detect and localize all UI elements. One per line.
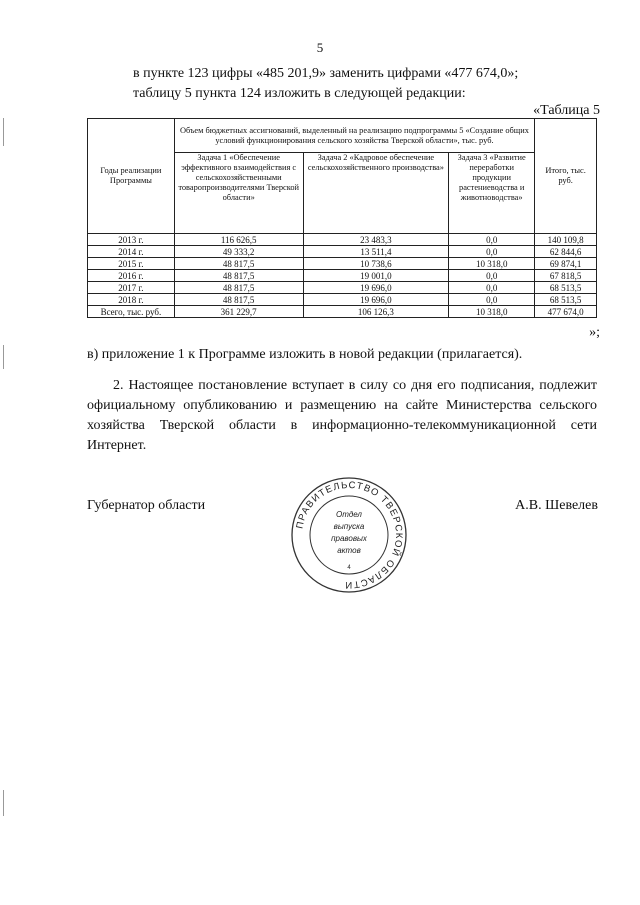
stamp-line-2: выпуска <box>333 522 365 531</box>
intro-line-1: в пункте 123 цифры «485 201,9» заменить цифрами «477 674,0»; <box>133 66 519 81</box>
cell-task-2: 13 511,4 <box>303 246 449 258</box>
header-total: Итого, тыс. руб. <box>535 119 597 234</box>
cell-task-2: 19 696,0 <box>303 282 449 294</box>
cell-task-2: 10 738,6 <box>303 258 449 270</box>
cell-total: 477 674,0 <box>535 306 597 318</box>
cell-task-3: 0,0 <box>449 246 535 258</box>
cell-total: 68 513,5 <box>535 294 597 306</box>
table-row <box>88 282 597 294</box>
table-row <box>88 270 597 282</box>
cell-year: 2017 г. <box>88 282 175 294</box>
cell-total: 67 818,5 <box>535 270 597 282</box>
paragraph-appendix: в) приложение 1 к Программе изложить в новой редакции (прилагается). <box>87 347 523 362</box>
signer-name: А.В. Шевелев <box>515 498 598 513</box>
cell-task-3: 0,0 <box>449 234 535 246</box>
cell-year: 2016 г. <box>88 270 175 282</box>
cell-task-2: 106 126,3 <box>303 306 449 318</box>
cell-task-3: 0,0 <box>449 282 535 294</box>
cell-year: 2015 г. <box>88 258 175 270</box>
stamp-number: 4 <box>347 565 351 571</box>
cell-total: 62 844,6 <box>535 246 597 258</box>
table-row <box>88 246 597 258</box>
cell-total: 69 874,1 <box>535 258 597 270</box>
cell-task-1: 116 626,5 <box>174 234 303 246</box>
cell-year: 2014 г. <box>88 246 175 258</box>
table-row <box>88 234 597 246</box>
table-close-mark: »; <box>589 325 600 340</box>
cell-task-3: 0,0 <box>449 270 535 282</box>
cell-task-1: 48 817,5 <box>174 258 303 270</box>
table-row <box>88 258 597 270</box>
header-group: Объем бюджетных ассигнований, выделенный на реализацию подпрограммы 5 «Создание общих условий функционирования сельского хозяйства Тверской области», тыс. руб. <box>174 119 534 153</box>
margin-scan-mark <box>3 118 4 146</box>
cell-year: 2013 г. <box>88 234 175 246</box>
table-caption: «Таблица 5 <box>533 103 600 118</box>
official-stamp <box>289 475 409 595</box>
cell-year: 2018 г. <box>88 294 175 306</box>
cell-task-3: 10 318,0 <box>449 258 535 270</box>
cell-task-1: 48 817,5 <box>174 282 303 294</box>
stamp-line-4: актов <box>337 546 361 555</box>
cell-task-1: 48 817,5 <box>174 270 303 282</box>
header-task-3: Задача 3 «Развитие переработки продукции растениеводства и животноводства» <box>449 153 535 234</box>
paragraph-effective-text: 2. Настоящее постановление вступает в силу со дня его подписания, подлежит официальному опубликованию и размещению на сайте Министерства сельского хозяйства Тверской области в информационно-телекоммуникационной сети Интернет. <box>87 378 597 453</box>
cell-task-1: 361 229,7 <box>174 306 303 318</box>
header-task-1: Задача 1 «Обеспечение эффективного взаимодействия с сельскохозяйственными товаропроизводителями Тверской области» <box>174 153 303 234</box>
paragraph-effective <box>87 376 597 456</box>
cell-task-3: 0,0 <box>449 294 535 306</box>
cell-total: 68 513,5 <box>535 282 597 294</box>
cell-task-3: 10 318,0 <box>449 306 535 318</box>
stamp-ring-text: ПРАВИТЕЛЬСТВО ТВЕРСКОЙ ОБЛАСТИ <box>294 479 405 591</box>
cell-total: 140 109,8 <box>535 234 597 246</box>
margin-scan-mark <box>3 790 4 816</box>
cell-task-1: 49 333,2 <box>174 246 303 258</box>
signer-title: Губернатор области <box>87 498 206 513</box>
cell-task-2: 19 001,0 <box>303 270 449 282</box>
cell-year: Всего, тыс. руб. <box>88 306 175 318</box>
cell-task-2: 19 696,0 <box>303 294 449 306</box>
budget-table <box>87 118 597 318</box>
intro-line-2: таблицу 5 пункта 124 изложить в следующей редакции: <box>133 86 466 101</box>
stamp-line-3: правовых <box>331 534 367 543</box>
margin-scan-mark <box>3 345 4 369</box>
stamp-line-1: Отдел <box>336 510 362 519</box>
page-number: 5 <box>316 40 324 55</box>
cell-task-1: 48 817,5 <box>174 294 303 306</box>
cell-task-2: 23 483,3 <box>303 234 449 246</box>
header-task-2: Задача 2 «Кадровое обеспечение сельскохозяйственного производства» <box>303 153 449 234</box>
table-row <box>88 294 597 306</box>
header-years: Годы реализации Программы <box>88 119 175 234</box>
table-row-total <box>88 306 597 318</box>
